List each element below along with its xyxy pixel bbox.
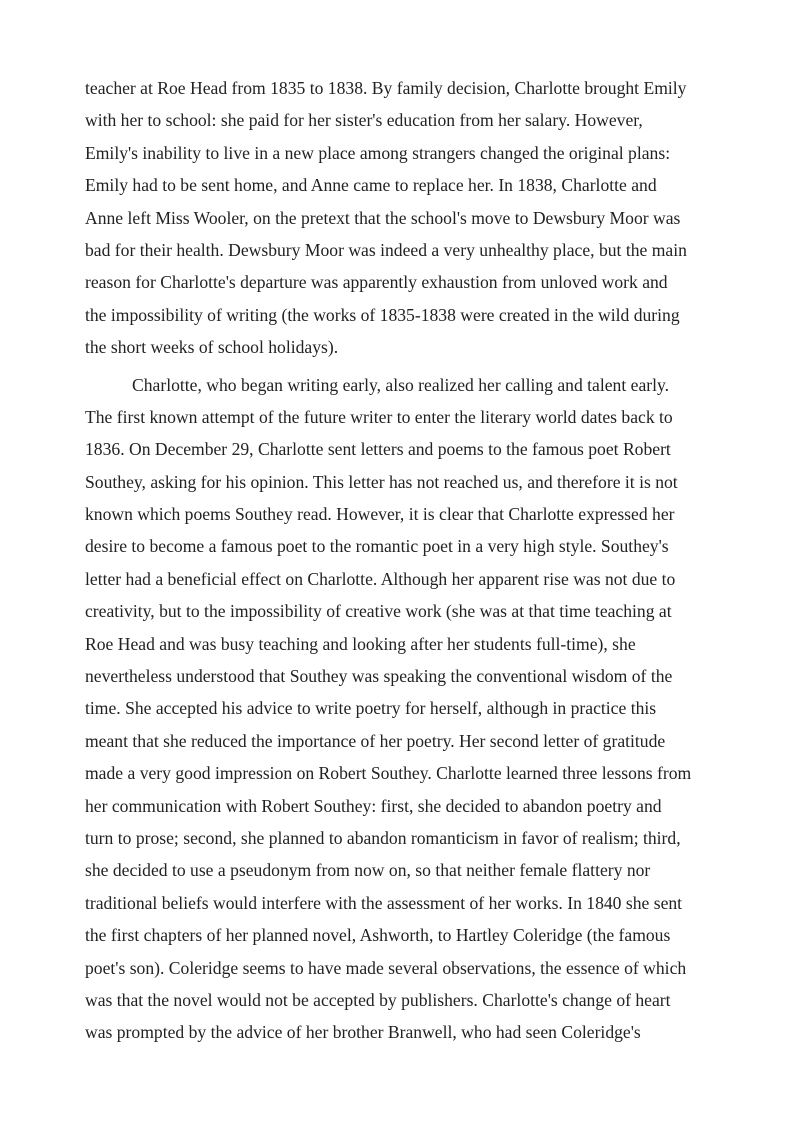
- text-line: Charlotte, who began writing early, also realized her calling and talent early.: [132, 374, 670, 395]
- text-line: was prompted by the advice of her brother Branwell, who had seen Coleridge's: [85, 1022, 641, 1043]
- body-text: [85, 72, 735, 1049]
- text-line: was that the novel would not be accepted by publishers. Charlotte's change of heart: [85, 989, 671, 1010]
- text-line: reason for Charlotte's departure was apparently exhaustion from unloved work and: [85, 272, 668, 293]
- text-line: desire to become a famous poet to the romantic poet in a very high style. Southey's: [85, 536, 669, 557]
- text-line: made a very good impression on Robert Southey. Charlotte learned three lessons from: [85, 763, 692, 784]
- text-line: Roe Head and was busy teaching and looking after her students full-time), she: [85, 633, 636, 654]
- text-line: the short weeks of school holidays).: [85, 337, 339, 358]
- text-line: she decided to use a pseudonym from now on, so that neither female flattery nor: [85, 860, 651, 881]
- text-line: teacher at Roe Head from 1835 to 1838. By family decision, Charlotte brought Emily: [85, 78, 687, 98]
- text-line: creativity, but to the impossibility of creative work (she was at that time teaching at: [85, 601, 672, 622]
- text-line: Emily's inability to live in a new place among strangers changed the original plans:: [85, 142, 671, 163]
- text-line: traditional beliefs would interfere with the assessment of her works. In 1840 she sent: [85, 892, 683, 913]
- text-line: Southey, asking for his opinion. This letter has not reached us, and therefore it is not: [85, 471, 678, 492]
- text-line: meant that she reduced the importance of her poetry. Her second letter of gratitude: [85, 730, 666, 751]
- text-line: the impossibility of writing (the works of 1835-1838 were created in the wild during: [85, 304, 680, 325]
- text-line: bad for their health. Dewsbury Moor was indeed a very unhealthy place, but the main: [85, 239, 687, 260]
- text-line: poet's son). Coleridge seems to have made several observations, the essence of which: [85, 957, 687, 978]
- text-line: Emily had to be sent home, and Anne came to replace her. In 1838, Charlotte and: [85, 175, 657, 196]
- text-line: The first known attempt of the future writer to enter the literary world dates back to: [85, 406, 673, 427]
- text-line: the first chapters of her planned novel, Ashworth, to Hartley Coleridge (the famous: [85, 925, 671, 946]
- paragraph-1: [85, 72, 735, 364]
- text-line: known which poems Southey read. However, it is clear that Charlotte expressed her: [85, 504, 675, 525]
- text-line: her communication with Robert Southey: first, she decided to abandon poetry and: [85, 795, 662, 816]
- text-line: time. She accepted his advice to write poetry for herself, although in practice this: [85, 698, 657, 719]
- text-line: turn to prose; second, she planned to abandon romanticism in favor of realism; third,: [85, 827, 681, 848]
- text-line: 1836. On December 29, Charlotte sent letters and poems to the famous poet Robert: [85, 439, 671, 460]
- text-line: nevertheless understood that Southey was speaking the conventional wisdom of the: [85, 666, 673, 687]
- text-line: with her to school: she paid for her sister's education from her salary. However,: [85, 110, 643, 131]
- text-line: letter had a beneficial effect on Charlotte. Although her apparent rise was not due to: [85, 568, 676, 589]
- paragraph-2: [85, 369, 735, 1049]
- text-line: Anne left Miss Wooler, on the pretext that the school's move to Dewsbury Moor was: [85, 207, 681, 228]
